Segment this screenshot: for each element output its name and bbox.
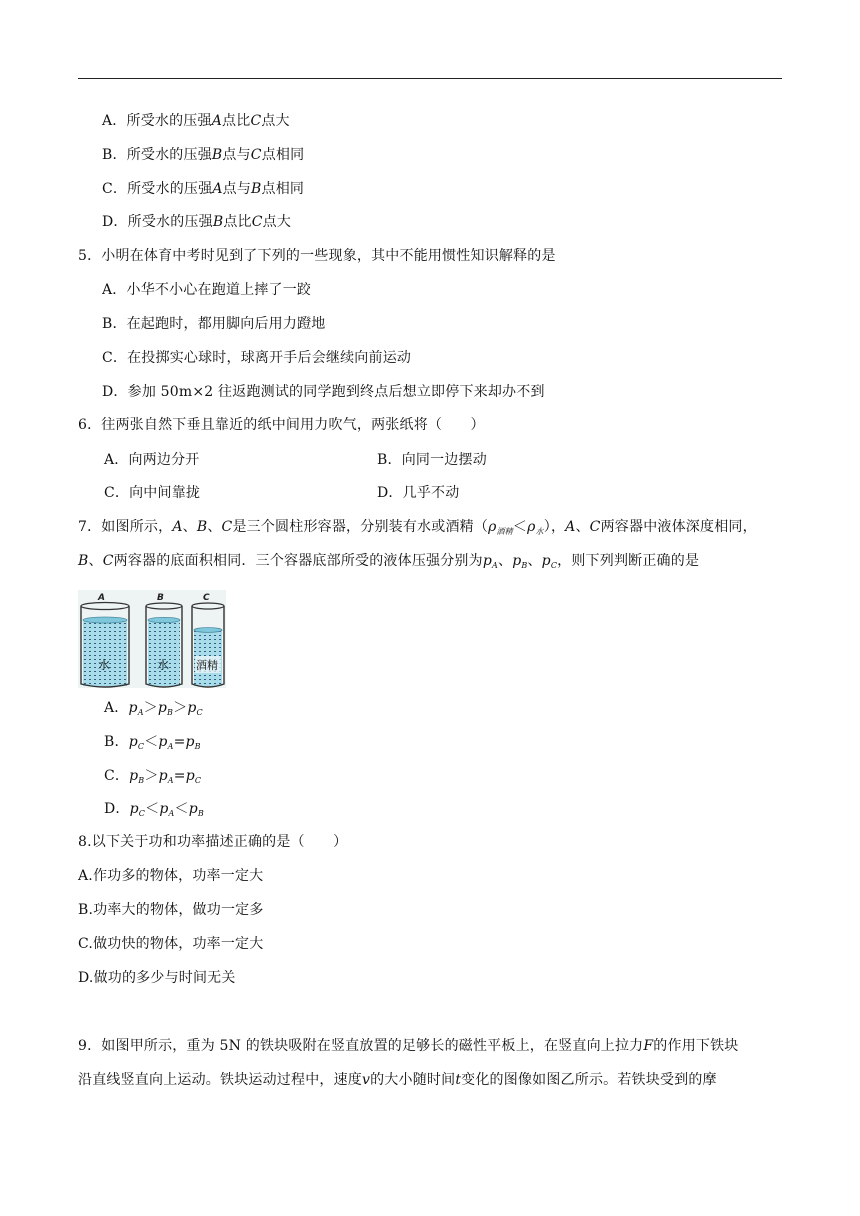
q8-stem: 8.以下关于功和功率描述正确的是（ ） [78, 834, 348, 850]
q4-option-d: D．所受水的压强B点比C点大 [102, 214, 292, 230]
liquid-label-a: 水 [98, 658, 111, 672]
q4-option-c: C．所受水的压强A点与B点相同 [102, 181, 305, 197]
q5-option-c: C．在投掷实心球时，球离开手后会继续向前运动 [102, 350, 412, 366]
q7-stem-line1: 7．如图所示，A、B、C是三个圆柱形容器，分别装有水或酒精$(\rho_{酒精}<\rho_水)$，A、C两容器中液体深度相同， [78, 519, 757, 536]
q8-option-b: B.功率大的物体，做功一定多 [78, 902, 264, 918]
q7-stem-line2: B、C两容器的底面积相同．三个容器底部所受的液体压强分别为$p_A$、$p_B$、$p_C$，则下列判断正确的是 [78, 553, 700, 570]
q4-option-b: B．所受水的压强B点与C点相同 [102, 147, 305, 163]
q7-option-d: D．$p_C<p_A<p_B$ [104, 801, 204, 818]
three-cylinders-figure [78, 590, 226, 688]
q6-option-d: D．几乎不动 [377, 485, 460, 501]
q9-stem-line1: 9．如图甲所示，重为 5N 的铁块吸附在竖直放置的足够长的磁性平板上，在竖直向上拉力F的作用下铁块 [78, 1038, 739, 1054]
q5-stem: 5．小明在体育中考时见到了下列的一些现象，其中不能用惯性知识解释的是 [78, 248, 556, 264]
q8-option-a: A.作功多的物体，功率一定大 [78, 868, 264, 884]
q6-option-c: C．向中间靠拢 [104, 485, 201, 501]
q6-stem: 6．往两张自然下垂且靠近的纸中间用力吹气，两张纸将（ ） [78, 417, 485, 433]
q7-option-a: A．$p_A>p_B>p_C$ [104, 700, 203, 717]
cylinder-label-c: C [203, 593, 210, 603]
q5-option-a: A．小华不小心在跑道上摔了一跤 [102, 282, 312, 298]
q4-option-a: A．所受水的压强A点比C点大 [102, 113, 290, 129]
q6-option-b: B．向同一边摆动 [377, 452, 487, 468]
q5-option-d: D．参加 50m×2 往返跑测试的同学跑到终点后想立即停下来却办不到 [102, 384, 545, 400]
cylinder-label-b: B [157, 593, 164, 603]
q7-option-b: B．$p_C<p_A=p_B$ [104, 734, 201, 751]
q8-option-c: C.做功快的物体，功率一定大 [78, 936, 264, 952]
cylinder-label-a: A [98, 593, 105, 603]
q8-option-d: D.做功的多少与时间无关 [78, 970, 236, 986]
q5-option-b: B．在起跑时，都用脚向后用力蹬地 [102, 316, 326, 332]
header-rule [78, 78, 782, 79]
q6-option-a: A．向两边分开 [104, 452, 200, 468]
q7-option-c: C．$p_B>p_A=p_C$ [104, 768, 202, 785]
q9-stem-line2: 沿直线竖直向上运动。铁块运动过程中，速度v的大小随时间t变化的图像如图乙所示。若铁块受到的摩 [78, 1072, 717, 1088]
liquid-label-b: 水 [157, 658, 170, 672]
liquid-label-c: 酒精 [196, 659, 218, 672]
